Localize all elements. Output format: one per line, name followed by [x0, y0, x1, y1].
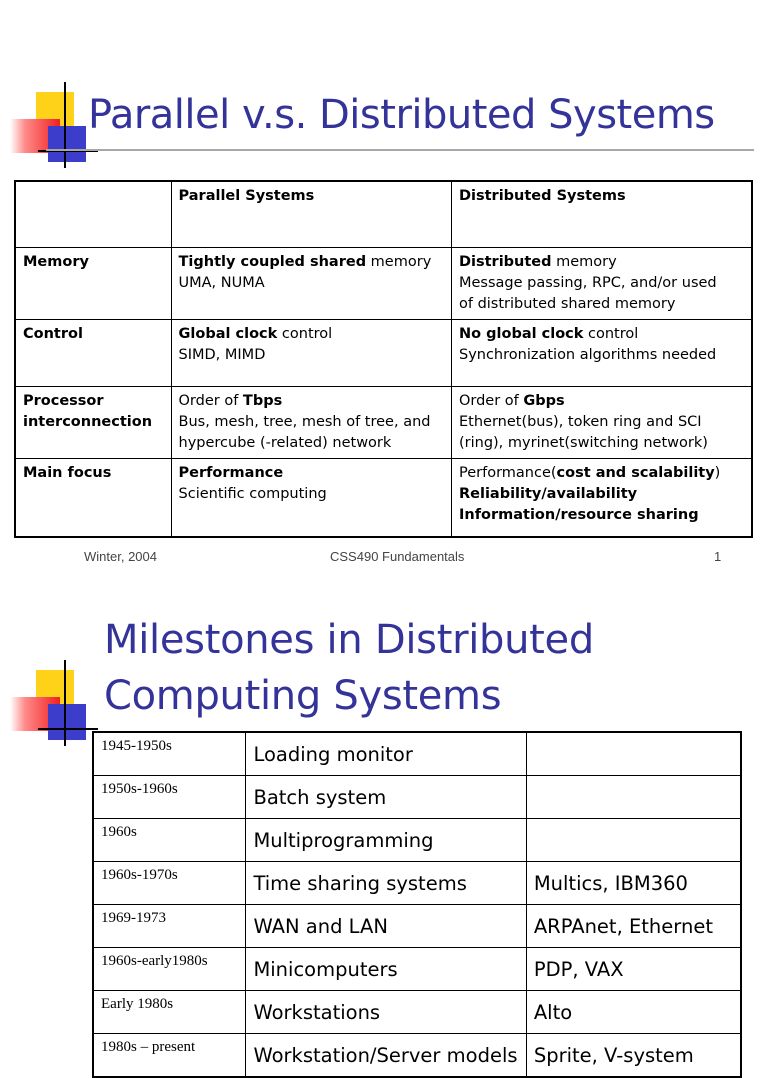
cell-text: Message passing, RPC, and/or used — [458, 275, 717, 291]
cell-text: No global clock — [458, 326, 584, 342]
slide-2 — [0, 580, 768, 1067]
footer-course: CSS490 Fundamentals — [330, 549, 465, 564]
cell-text: Order of — [178, 393, 243, 409]
slide-logo-icon — [10, 660, 102, 752]
cell-text: memory — [551, 254, 617, 270]
cell-text: Ethernet(bus), token ring and SCI — [458, 414, 702, 430]
table-header-row — [15, 181, 752, 248]
row-label: Processor interconnection — [15, 387, 171, 459]
row-label: Main focus — [15, 459, 171, 538]
cell-text: Global clock — [178, 326, 278, 342]
distributed-cell — [451, 248, 752, 320]
table-row — [15, 387, 752, 459]
event-cell: Minicomputers — [246, 948, 526, 991]
years-cell: 1950s-1960s — [93, 776, 246, 819]
slide-title: Parallel v.s. Distributed Systems — [88, 92, 715, 138]
cell-text: of distributed shared memory — [458, 296, 676, 312]
parallel-cell — [171, 459, 451, 538]
table-row — [93, 991, 741, 1034]
cell-text: Order of — [458, 393, 524, 409]
table-row — [15, 459, 752, 538]
parallel-cell — [171, 248, 451, 320]
cell-text: SIMD, MIMD — [178, 347, 266, 363]
row-label: Memory — [15, 248, 171, 320]
years-cell: 1960s-early1980s — [93, 948, 246, 991]
cell-line — [459, 273, 744, 294]
cell-text: control — [583, 326, 639, 342]
cell-line — [459, 391, 744, 412]
event-cell: WAN and LAN — [246, 905, 526, 948]
cell-text: Reliability/availability — [458, 486, 638, 502]
cell-line — [459, 252, 744, 273]
cell-line — [459, 433, 744, 454]
cell-line — [179, 391, 444, 412]
cell-text: Tbps — [242, 393, 283, 409]
parallel-cell — [171, 387, 451, 459]
title-underline — [46, 149, 754, 151]
cell-text: hypercube (-related) network — [178, 435, 392, 451]
table-row — [93, 819, 741, 862]
parallel-cell — [171, 320, 451, 387]
slide-title-line: Milestones in Distributed — [104, 617, 594, 663]
cell-text: Bus, mesh, tree, mesh of tree, and — [178, 414, 431, 430]
cell-text: control — [277, 326, 333, 342]
example-cell: Alto — [526, 991, 741, 1034]
years-cell: 1960s-1970s — [93, 862, 246, 905]
table-row — [93, 948, 741, 991]
cell-text: ) — [714, 465, 721, 481]
cell-line — [179, 484, 444, 505]
table-row — [93, 1034, 741, 1078]
cell-text: Synchronization algorithms needed — [458, 347, 717, 363]
footer-date: Winter, 2004 — [84, 549, 157, 564]
event-cell: Workstations — [246, 991, 526, 1034]
cell-line — [459, 484, 744, 505]
years-cell: 1969-1973 — [93, 905, 246, 948]
example-cell: PDP, VAX — [526, 948, 741, 991]
table-row — [93, 862, 741, 905]
cell-line — [179, 412, 444, 433]
event-cell: Time sharing systems — [246, 862, 526, 905]
years-cell: 1960s — [93, 819, 246, 862]
milestones-table — [92, 731, 742, 1078]
cell-line — [179, 273, 444, 294]
years-cell: 1980s – present — [93, 1034, 246, 1078]
cell-line — [459, 463, 744, 484]
cell-text: cost and scalability — [556, 465, 715, 481]
cell-text: Performance — [178, 465, 284, 481]
example-cell: Multics, IBM360 — [526, 862, 741, 905]
example-cell — [526, 776, 741, 819]
example-cell: ARPAnet, Ethernet — [526, 905, 741, 948]
cell-line — [179, 324, 444, 345]
cell-text: Scientific computing — [178, 486, 327, 502]
event-cell: Workstation/Server models — [246, 1034, 526, 1078]
cell-text: Gbps — [523, 393, 565, 409]
cell-line — [179, 433, 444, 454]
distributed-cell — [451, 387, 752, 459]
cell-line — [179, 345, 444, 366]
table-row — [93, 732, 741, 776]
slide-title-line: Computing Systems — [104, 673, 502, 719]
header-cell-distributed: Distributed Systems — [451, 181, 752, 248]
cell-line — [459, 345, 744, 366]
footer-page-number: 1 — [714, 549, 722, 564]
table-row — [93, 905, 741, 948]
distributed-cell — [451, 320, 752, 387]
cell-text: Information/resource sharing — [458, 507, 699, 523]
cell-line — [459, 505, 744, 526]
example-cell — [526, 732, 741, 776]
slide-title — [104, 612, 594, 724]
table-row — [93, 776, 741, 819]
row-label: Control — [15, 320, 171, 387]
event-cell: Batch system — [246, 776, 526, 819]
years-cell: Early 1980s — [93, 991, 246, 1034]
years-cell: 1945-1950s — [93, 732, 246, 776]
table-row — [15, 248, 752, 320]
cell-text: UMA, NUMA — [178, 275, 265, 291]
example-cell — [526, 819, 741, 862]
cell-text: (ring), myrinet(switching network) — [458, 435, 708, 451]
header-cell — [15, 181, 171, 248]
event-cell: Loading monitor — [246, 732, 526, 776]
cell-line — [459, 294, 744, 315]
cell-text: Tightly coupled shared — [178, 254, 367, 270]
event-cell: Multiprogramming — [246, 819, 526, 862]
cell-text: Distributed — [458, 254, 552, 270]
comparison-table — [14, 180, 753, 538]
table-row — [15, 320, 752, 387]
cell-text: Performance( — [458, 465, 557, 481]
cell-text: memory — [366, 254, 432, 270]
distributed-cell — [451, 459, 752, 538]
cell-line — [179, 463, 444, 484]
header-cell-parallel: Parallel Systems — [171, 181, 451, 248]
cell-line — [459, 324, 744, 345]
cell-line — [179, 252, 444, 273]
example-cell: Sprite, V-system — [526, 1034, 741, 1078]
cell-line — [459, 412, 744, 433]
